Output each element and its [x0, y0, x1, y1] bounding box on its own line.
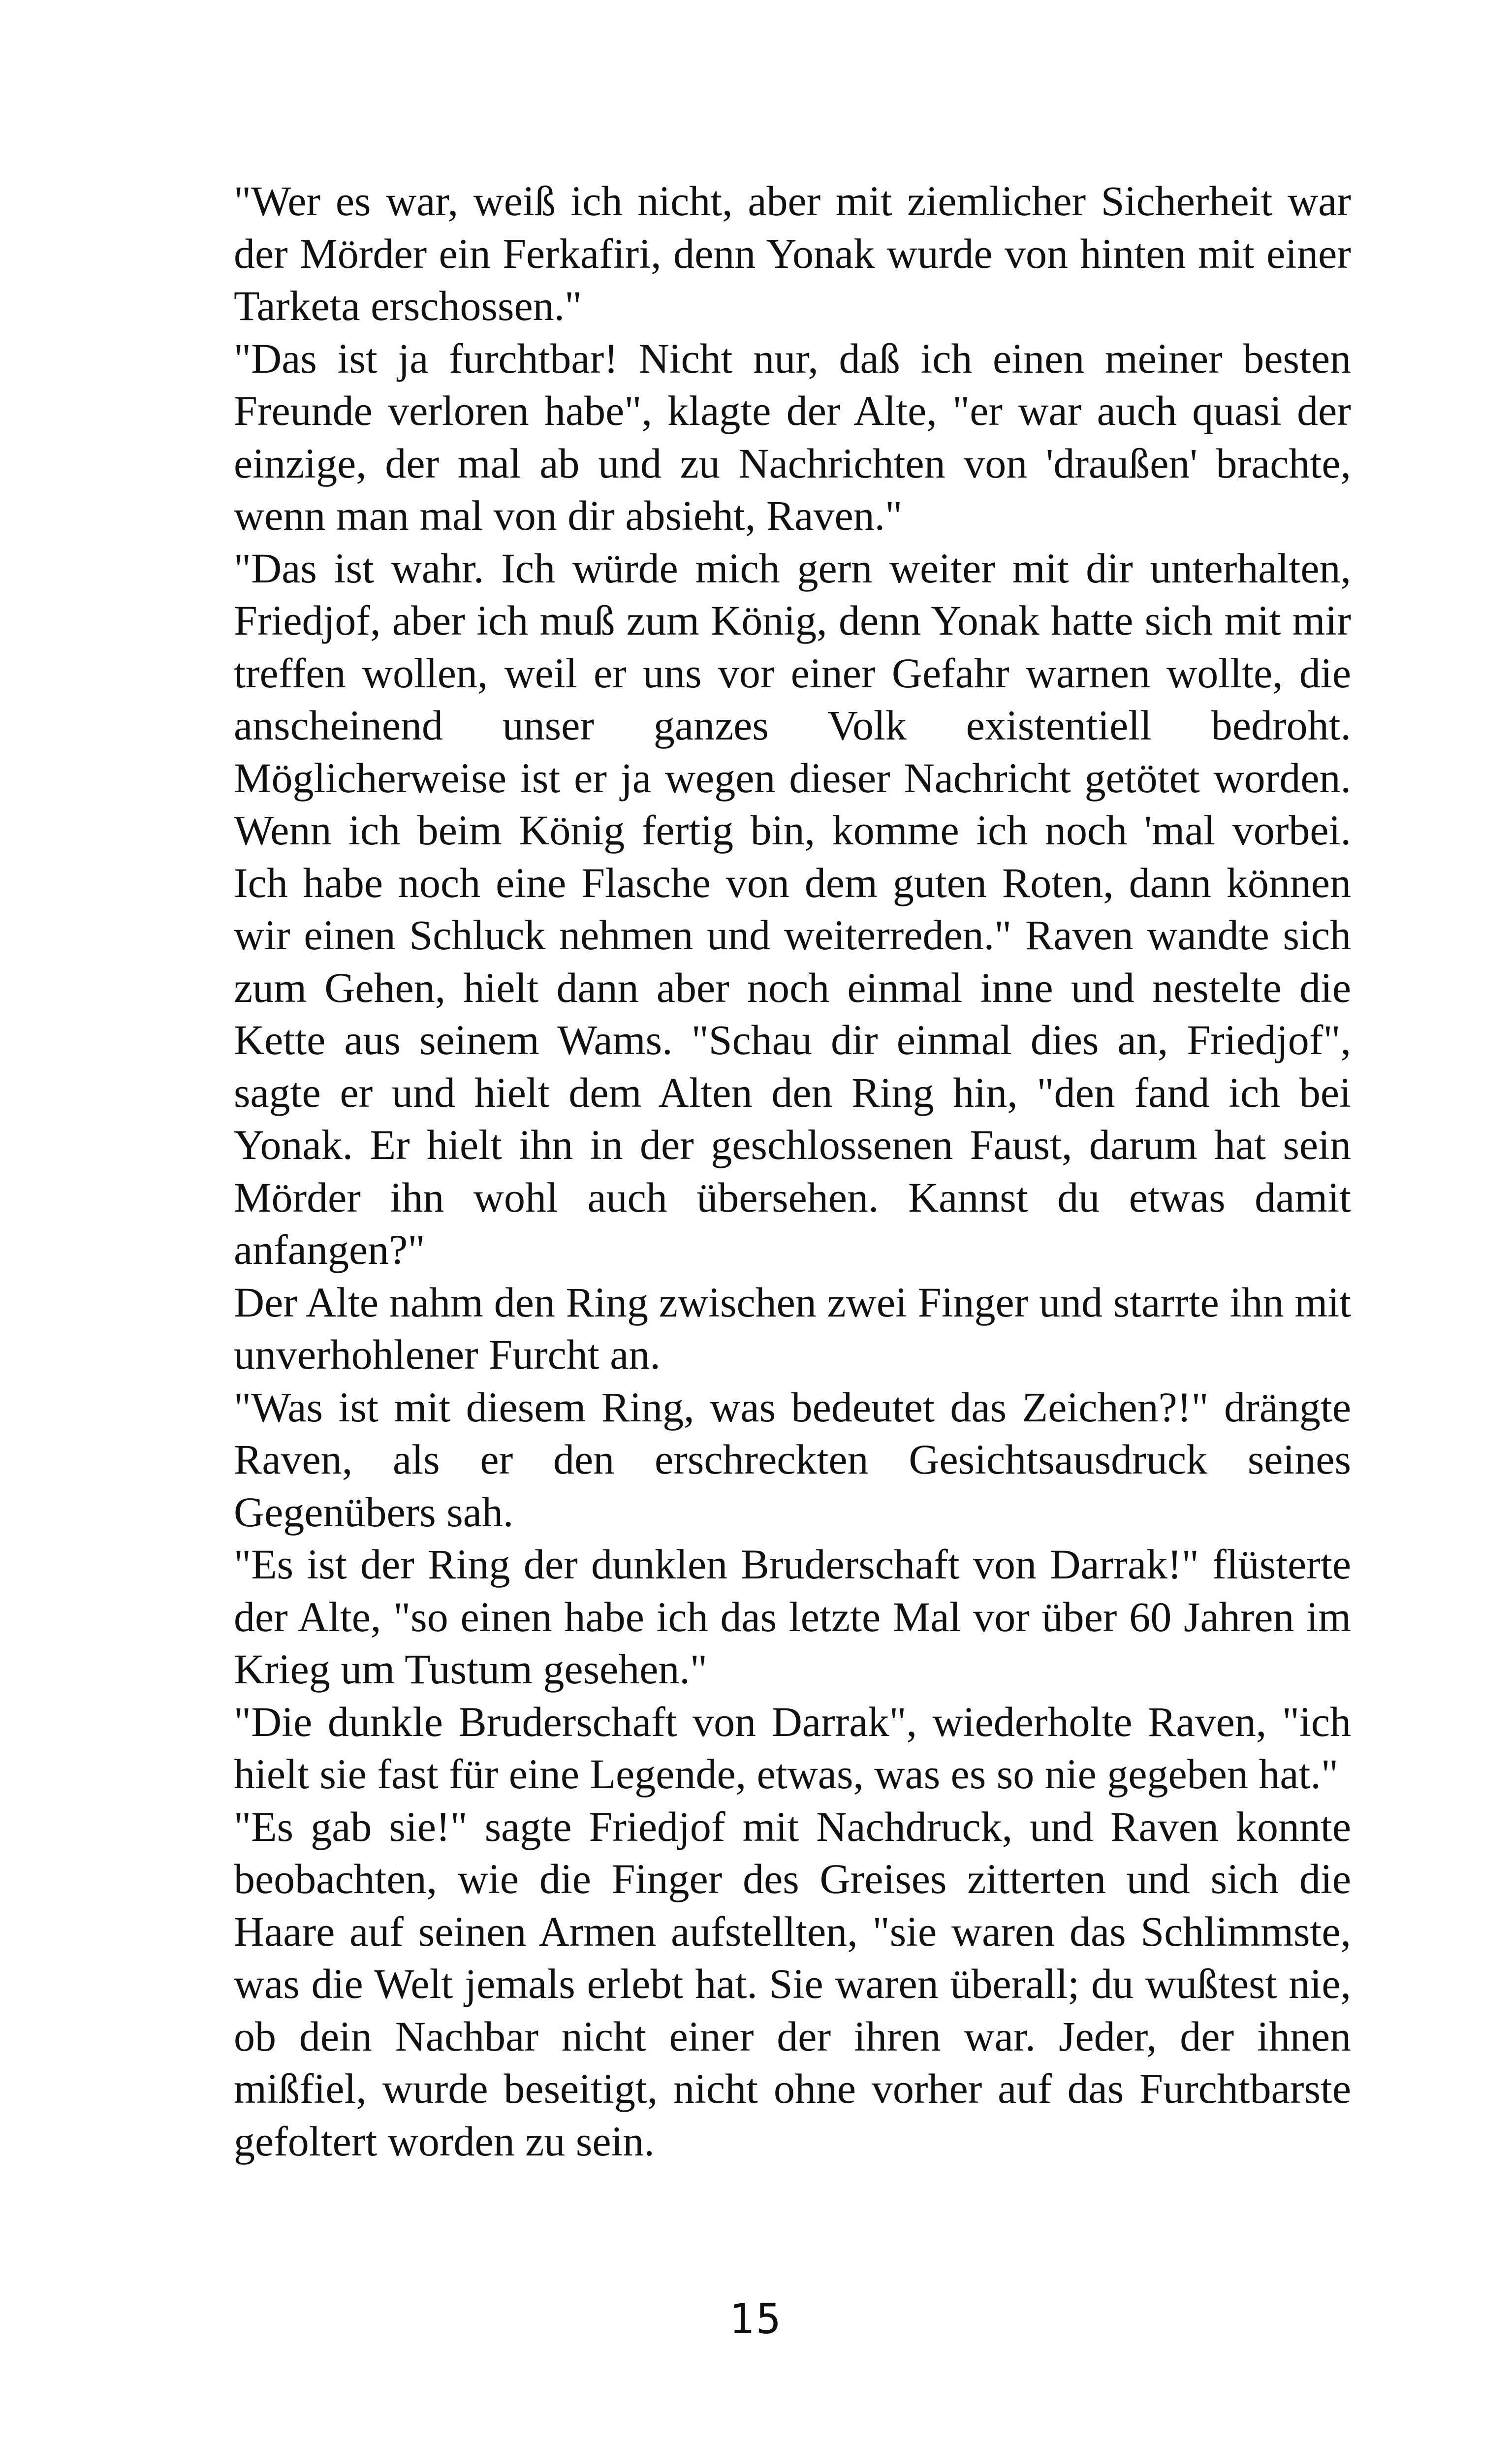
- paragraph-4: Der Alte nahm den Ring zwischen zwei Finger und starrte ihn mit unverhohlener Furcht an.: [234, 1278, 1351, 1378]
- body-text: [234, 175, 1351, 2167]
- page-number: 15: [729, 2295, 783, 2343]
- paragraph-6: "Es ist der Ring der dunklen Bruderschaft von Darrak!" flüsterte der Alte, "so einen habe ich das letzte Mal vor über 60 Jahren im Krieg um Tustum gesehen.": [234, 1541, 1351, 1693]
- paragraph-2: "Das ist ja furchtbar! Nicht nur, daß ich einen meiner besten Freunde verloren habe", klagte der Alte, "er war auch quasi der einzige, der mal ab und zu Nachrichten von 'draußen' brachte, wenn man mal von dir absieht, Raven.": [234, 334, 1351, 539]
- paragraph-3: "Das ist wahr. Ich würde mich gern weiter mit dir unterhalten, Friedjof, aber ich muß zum König, denn Yonak hatte sich mit mir treffen wollen, weil er uns vor einer Gefahr warnen wollte, die anscheinend unser ganzes Volk existentiell bedroht. Möglicherweise ist er ja wegen dieser Nachricht getötet worden. Wenn ich beim König fertig bin, komme ich noch 'mal vorbei. Ich habe noch eine Flasche von dem guten Roten, dann können wir einen Schluck nehmen und weiterreden." Raven wandte sich zum Gehen, hielt dann aber noch einmal inne und nestelte die Kette aus seinem Wams. "Schau dir einmal dies an, Friedjof", sagte er und hielt dem Alten den Ring hin, "den fand ich bei Yonak. Er hielt ihn in der geschlossenen Faust, darum hat sein Mörder ihn wohl auch übersehen. Kannst du etwas damit anfangen?": [234, 544, 1351, 1273]
- paragraph-5: "Was ist mit diesem Ring, was bedeutet das Zeichen?!" drängte Raven, als er den erschreckten Gesichtsausdruck seines Gegenübers sah.: [234, 1383, 1351, 1536]
- paragraph-1: "Wer es war, weiß ich nicht, aber mit ziemlicher Sicherheit war der Mörder ein Ferkafiri, denn Yonak wurde von hinten mit einer Tarketa erschossen.": [234, 177, 1351, 329]
- paragraph-8: "Es gab sie!" sagte Friedjof mit Nachdruck, und Raven konnte beobachten, wie die Finger des Greises zitterten und sich die Haare auf seinen Armen aufstellten, "sie waren das Schlimmste, was die Welt jemals erlebt hat. Sie waren überall; du wußtest nie, ob dein Nachbar nicht einer der ihren war. Jeder, der ihnen mißfiel, wurde beseitigt, nicht ohne vorher auf das Furchtbarste gefoltert worden zu sein.: [234, 1802, 1351, 2165]
- paragraph-7: "Die dunkle Bruderschaft von Darrak", wiederholte Raven, "ich hielt sie fast für eine Legende, etwas, was es so nie gegeben hat.": [234, 1698, 1351, 1798]
